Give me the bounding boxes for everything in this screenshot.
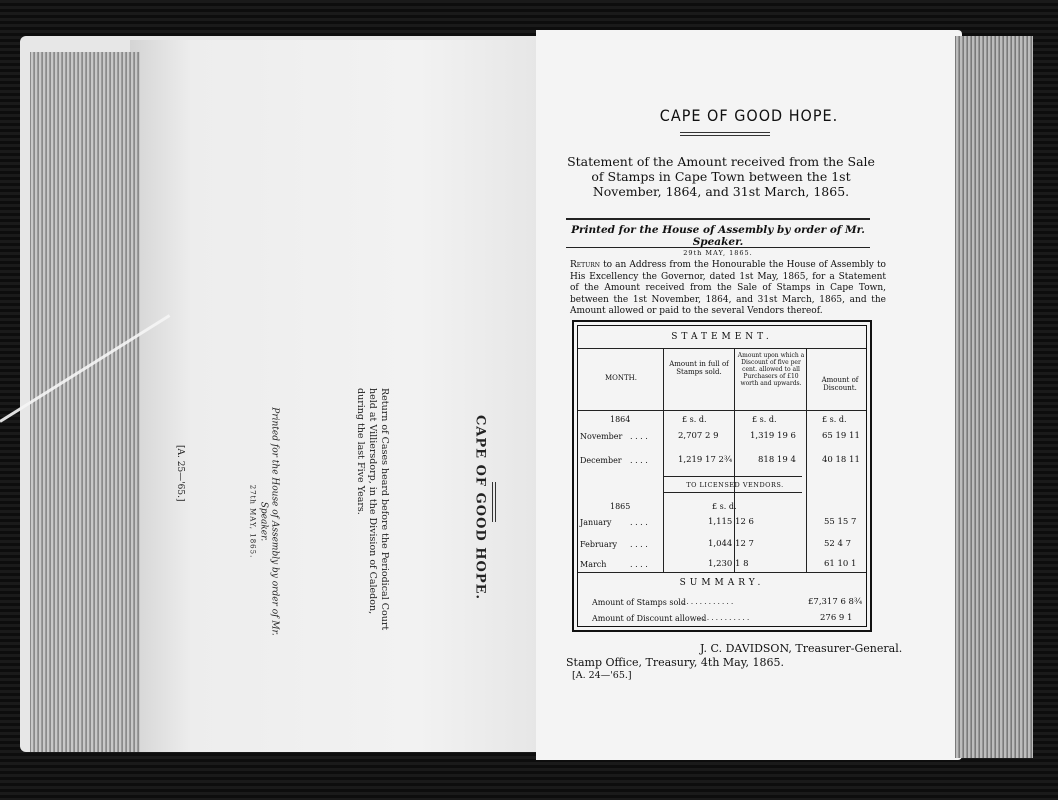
summary-value: 276 9 1 <box>820 613 853 623</box>
leader-dots: . . . . <box>630 518 648 527</box>
printed-for: Printed for the House of Assembly by order of Mr. Speaker. <box>571 224 865 248</box>
currency-header: £ s. d. <box>752 415 777 424</box>
leader-dots: . . . . . . . . . . . . <box>682 598 734 606</box>
leader-dots: . . . . <box>630 560 648 569</box>
left-page-title: CAPE OF GOOD HOPE. <box>472 414 488 601</box>
statement-subtitle: Statement of the Amount received from the Sale of Stamps in Cape Town between the 1st November, 1864, and 31st March, 1865. <box>567 154 875 199</box>
row-label: January <box>580 518 612 527</box>
left-page-edges <box>30 52 140 752</box>
cell-value: 61 10 1 <box>824 559 857 569</box>
cell-value: 1,219 17 2¾ <box>678 455 733 465</box>
stamp-office: Stamp Office, Treasury, 4th May, 1865. <box>566 656 784 669</box>
year-1864: 1864 <box>610 415 631 424</box>
cell-value: 65 19 11 <box>822 431 860 441</box>
page-title: CAPE OF GOOD HOPE. <box>659 106 839 125</box>
title-rule <box>680 132 770 136</box>
cell-value: 818 19 4 <box>758 455 796 465</box>
year-1865: 1865 <box>610 502 631 511</box>
leader-dots: . . . . <box>630 540 648 549</box>
rule <box>663 492 802 493</box>
summary-label: Amount of Stamps sold <box>592 598 686 607</box>
printed-for-box <box>566 218 870 257</box>
col-discount-header: Amount of Discount. <box>821 376 859 392</box>
row-label: November <box>580 432 623 441</box>
cell-value: 1,115 12 6 <box>708 517 754 527</box>
cell-value: 1,230 1 8 <box>708 559 749 569</box>
rule <box>578 572 866 573</box>
currency-header: £ s. d. <box>682 415 707 424</box>
signature: J. C. DAVIDSON, Treasurer-General. <box>700 642 903 655</box>
left-page-printed-block <box>247 402 280 642</box>
cell-value: 40 18 11 <box>822 455 860 465</box>
right-page-edges <box>955 36 1033 758</box>
rule <box>578 410 866 411</box>
summary-label: Amount of Discount allowed <box>592 614 707 623</box>
return-text: to an Address from the Honourable the House of Assembly to His Excellency the Governor, dated 1st May, 1865, for a Statement of the Amount received from the Sale of Stamps in Cape Town, between the 1st November, 1864, and 31st March, 1865, and the Amount allowed or paid to the several Vendors thereof. <box>570 260 886 316</box>
rule <box>663 476 802 477</box>
cell-value: 1,319 19 6 <box>750 431 796 441</box>
summary-value: £7,317 6 8¾ <box>808 597 863 607</box>
rule <box>578 348 866 349</box>
left-printed-for: Printed for the House of Assembly by order of Mr. Speaker. <box>258 407 280 636</box>
table-heading: STATEMENT. <box>671 332 773 342</box>
leader-dots: . . . . . . . . . . . . <box>698 614 750 622</box>
left-date: 27th MAY, 1865. <box>248 484 257 559</box>
document-ref: [A. 24—'65.] <box>572 670 632 681</box>
return-paragraph <box>570 260 886 318</box>
col-month-header: MONTH. <box>604 374 638 382</box>
cell-value: 52 4 7 <box>824 539 852 549</box>
cell-value: 55 15 7 <box>824 517 857 527</box>
col-sep <box>806 348 807 478</box>
left-title-rule <box>492 482 496 522</box>
statement-table <box>572 320 872 632</box>
left-page-description: Return of Cases heard before the Periodical Court held at Villiersdorp, in the Division of Caledon, during the last Five Years. <box>355 388 390 631</box>
currency-header: £ s. d. <box>712 502 737 511</box>
statement-table-inner <box>577 325 867 627</box>
return-lead: Return <box>570 260 600 270</box>
left-page-ref: [A. 25—'65.] <box>175 445 185 502</box>
leader-dots: . . . . <box>630 432 648 441</box>
vendors-heading: TO LICENSED VENDORS. <box>686 481 784 489</box>
row-label: February <box>580 540 618 549</box>
col-sep <box>806 476 807 572</box>
cell-value: 1,044 12 7 <box>708 539 754 549</box>
row-label: March <box>580 560 607 569</box>
summary-heading: SUMMARY. <box>679 578 765 588</box>
col-basis-header: Amount upon which a Discount of five per cent. allowed to all Purchasers of £10 worth and upwards. <box>737 352 805 387</box>
row-label: December <box>580 456 622 465</box>
currency-header: £ s. d. <box>822 415 847 424</box>
leader-dots: . . . . <box>630 456 648 465</box>
col-full-header: Amount in full of Stamps sold. <box>669 360 729 376</box>
printed-date: 29th MAY, 1865. <box>683 249 753 257</box>
col-sep <box>663 348 664 572</box>
cell-value: 2,707 2 9 <box>678 431 719 441</box>
